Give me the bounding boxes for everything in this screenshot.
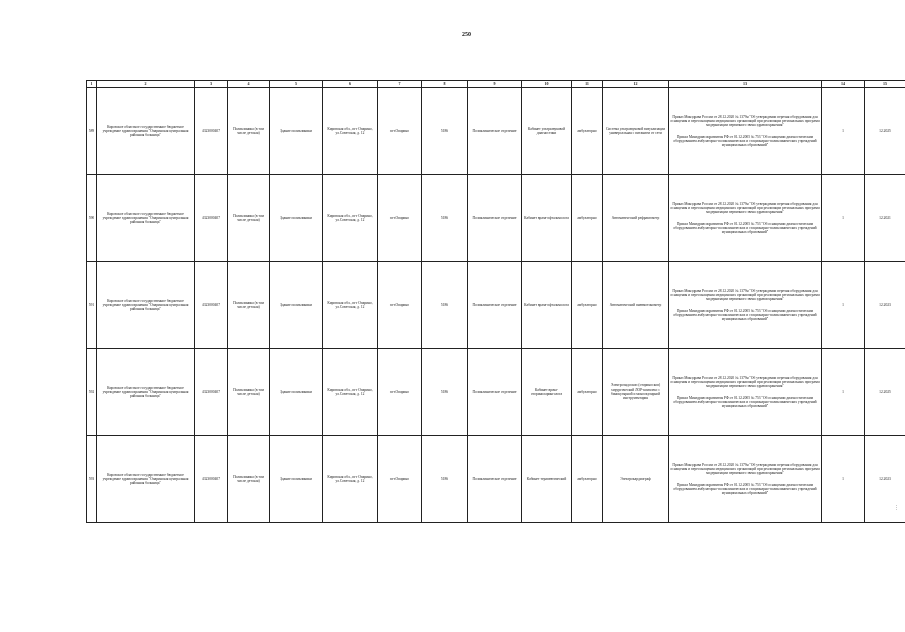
quantity-cell: 1 [822,349,865,436]
quantity-cell: 1 [822,262,865,349]
facility-type-cell: Поликлиника (в том числе детская) [228,262,270,349]
department-cell: Поликлиническое отделение [468,262,522,349]
inn-cell: 4323000407 [195,175,228,262]
row-number-cell: 590 [87,175,97,262]
date-cell: 12.2021 [865,175,905,262]
table-row [87,436,905,523]
column-number: 2 [97,81,195,88]
column-number: 13 [669,81,822,88]
department-cell: Поликлиническое отделение [468,349,522,436]
code-cell: 5186 [422,436,468,523]
column-number: 1 [87,81,97,88]
table-body [87,88,905,523]
locality-cell: пгт.Опарино [378,349,422,436]
care-form-cell: амбулаторно [572,349,603,436]
equipment-cell: Электрокардиограф [603,436,669,523]
table-row [87,175,905,262]
building-cell: Здание поликлиники [270,436,323,523]
quantity-cell: 1 [822,175,865,262]
order-1379n-text: Приказ Минздрава России от 28.12.2020 № 1379н "Об утверждении перечня оборудования для оснащения и переоснащения медицинских организаций при реализации региональных программ модернизации первичного звена здравоохранения" [670,375,820,389]
inn-cell: 4323000407 [195,262,228,349]
building-cell: Здание поликлиники [270,349,323,436]
legal-basis-cell [669,262,822,349]
column-number-row [87,81,905,88]
care-form-cell: амбулаторно [572,88,603,175]
scan-mark: ⋮ [894,506,899,511]
order-1379n-text: Приказ Минздрава России от 28.12.2020 № 1379н "Об утверждении перечня оборудования для оснащения и переоснащения медицинских организаций при реализации региональных программ модернизации первичного звена здравоохранения" [670,114,820,128]
organization-cell: Кировское областное государственное бюджетное учреждение здравоохранения "Опаринская центральная районная больница" [97,175,195,262]
column-number: 10 [522,81,572,88]
department-cell: Поликлиническое отделение [468,88,522,175]
inn-cell: 4323000407 [195,88,228,175]
column-number: 11 [572,81,603,88]
code-cell: 5186 [422,349,468,436]
organization-cell: Кировское областное государственное бюджетное учреждение здравоохранения "Опаринская центральная районная больница" [97,88,195,175]
locality-cell: пгт.Опарино [378,262,422,349]
code-cell: 5186 [422,262,468,349]
facility-type-cell: Поликлиника (в том числе детская) [228,436,270,523]
row-number-cell: 593 [87,436,97,523]
legal-basis-cell [669,175,822,262]
order-1379n-text: Приказ Минздрава России от 28.12.2020 № 1379н "Об утверждении перечня оборудования для оснащения и переоснащения медицинских организаций при реализации региональных программ модернизации первичного звена здравоохранения" [670,462,820,476]
order-1379n-text: Приказ Минздрава России от 28.12.2020 № 1379н "Об утверждении перечня оборудования для оснащения и переоснащения медицинских организаций при реализации региональных программ модернизации первичного звена здравоохранения" [670,288,820,302]
organization-cell: Кировское областное государственное бюджетное учреждение здравоохранения "Опаринская центральная районная больница" [97,262,195,349]
column-number: 5 [270,81,323,88]
care-form-cell: амбулаторно [572,175,603,262]
building-cell: Здание поликлиники [270,175,323,262]
equipment-cell: Система ультразвуковой визуализации универсальная с питанием от сети [603,88,669,175]
building-cell: Здание поликлиники [270,262,323,349]
column-number: 12 [603,81,669,88]
column-number: 9 [468,81,522,88]
inn-cell: 4323000407 [195,436,228,523]
date-cell: 12.2023 [865,436,905,523]
order-1379n-text: Приказ Минздрава России от 28.12.2020 № 1379н "Об утверждении перечня оборудования для оснащения и переоснащения медицинских организаций при реализации региональных программ модернизации первичного звена здравоохранения" [670,201,820,215]
address-cell: Кировская обл., пгт Опарино, ул.Советская, д. 12 [323,175,378,262]
department-cell: Поликлиническое отделение [468,175,522,262]
facility-type-cell: Поликлиника (в том числе детская) [228,88,270,175]
table-row [87,88,905,175]
date-cell: 12.2023 [865,262,905,349]
order-753-text: Приказ Минздравсоцразвития РФ от 01.12.2005 № 753 "Об оснащении диагностическим оборудованием амбулаторно-поликлинических и стационарно-поликлинических учреждений муниципальных образований" [673,221,817,235]
equipment-cell: Электроэндоскоп (оториноскоп) хирургический ЛОР-комплекс с бинокулярной и моноокулярной инструментария [603,349,669,436]
column-number: 6 [323,81,378,88]
quantity-cell: 1 [822,436,865,523]
order-753-text: Приказ Минздравсоцразвития РФ от 01.12.2005 № 753 "Об оснащении диагностическим оборудованием амбулаторно-поликлинических и стационарно-поликлинических учреждений муниципальных образований" [673,134,817,148]
page-number: 250 [462,32,471,38]
equipment-cell: Автоматический пневмотонометр [603,262,669,349]
address-cell: Кировская обл., пгт Опарино, ул.Советская, д. 12 [323,262,378,349]
facility-type-cell: Поликлиника (в том числе детская) [228,175,270,262]
care-form-cell: амбулаторно [572,262,603,349]
room-cell: Кабинет терапевтический [522,436,572,523]
room-cell: Кабинет ультразвуковой диагностики [522,88,572,175]
organization-cell: Кировское областное государственное бюджетное учреждение здравоохранения "Опаринская центральная районная больница" [97,436,195,523]
legal-basis-cell [669,88,822,175]
locality-cell: пгт.Опарино [378,436,422,523]
column-number: 15 [865,81,905,88]
date-cell: 12.2025 [865,88,905,175]
order-753-text: Приказ Минздравсоцразвития РФ от 01.12.2005 № 753 "Об оснащении диагностическим оборудованием амбулаторно-поликлинических и стационарно-поликлинических учреждений муниципальных образований" [673,395,817,409]
column-number: 14 [822,81,865,88]
address-cell: Кировская обл., пгт Опарино, ул.Советская, д. 12 [323,436,378,523]
facility-type-cell: Поликлиника (в том числе детская) [228,349,270,436]
order-753-text: Приказ Минздравсоцразвития РФ от 01.12.2005 № 753 "Об оснащении диагностическим оборудованием амбулаторно-поликлинических и стационарно-поликлинических учреждений муниципальных образований" [673,308,817,322]
building-cell: Здание поликлиники [270,88,323,175]
organization-cell: Кировское областное государственное бюджетное учреждение здравоохранения "Опаринская центральная районная больница" [97,349,195,436]
department-cell: Поликлиническое отделение [468,436,522,523]
room-cell: Кабинет врача-оториноларинголога [522,349,572,436]
address-cell: Кировская обл., пгт Опарино, ул.Советская, д. 12 [323,349,378,436]
row-number-cell: 592 [87,349,97,436]
table-row [87,262,905,349]
locality-cell: пгт.Опарино [378,175,422,262]
quantity-cell: 1 [822,88,865,175]
column-number: 4 [228,81,270,88]
legal-basis-cell [669,436,822,523]
code-cell: 5186 [422,88,468,175]
equipment-cell: Автоматический рефрактометр [603,175,669,262]
address-cell: Кировская обл., пгт Опарино, ул.Советская, д. 12 [323,88,378,175]
legal-basis-cell [669,349,822,436]
row-number-cell: 589 [87,88,97,175]
room-cell: Кабинет врача-офтальмолога [522,175,572,262]
row-number-cell: 591 [87,262,97,349]
column-number: 8 [422,81,468,88]
locality-cell: пгт.Опарино [378,88,422,175]
code-cell: 5186 [422,175,468,262]
care-form-cell: амбулаторно [572,436,603,523]
room-cell: Кабинет врача-офтальмолога [522,262,572,349]
column-number: 3 [195,81,228,88]
equipment-register-table [86,80,905,523]
inn-cell: 4323000407 [195,349,228,436]
table-row [87,349,905,436]
order-753-text: Приказ Минздравсоцразвития РФ от 01.12.2005 № 753 "Об оснащении диагностическим оборудованием амбулаторно-поликлинических и стационарно-поликлинических учреждений муниципальных образований" [673,482,817,496]
date-cell: 12.2025 [865,349,905,436]
column-number: 7 [378,81,422,88]
